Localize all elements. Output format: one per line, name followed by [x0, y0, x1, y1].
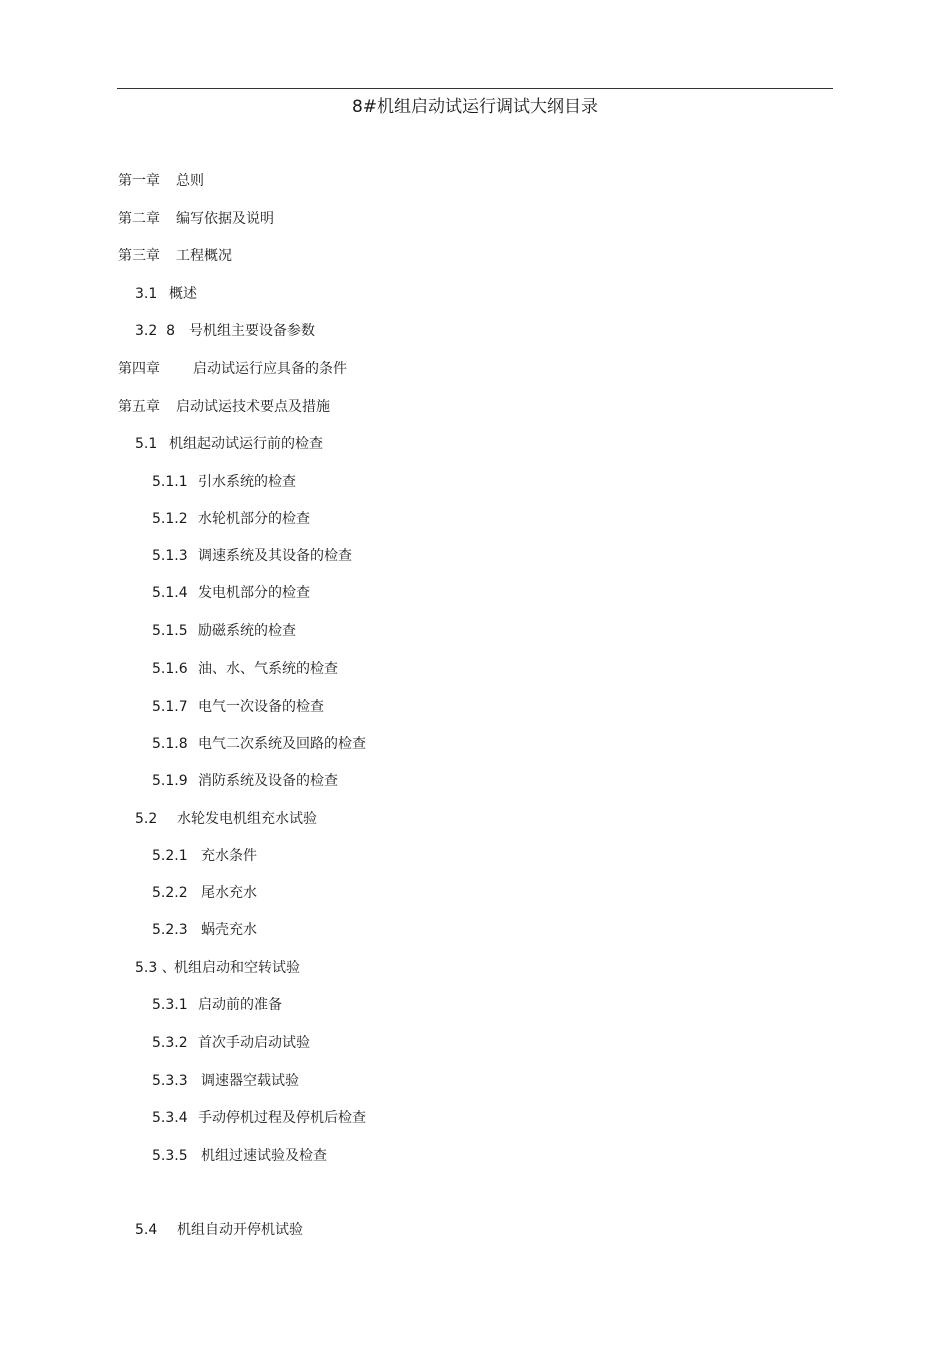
- toc-entry-5-3-5: [152, 1147, 327, 1165]
- toc-entry-5-3: [135, 959, 300, 977]
- toc-entry-chapter-3: [118, 247, 232, 265]
- toc-text: 启动试运行应具备的条件: [193, 361, 347, 377]
- toc-number: 第五章: [118, 399, 160, 415]
- toc-entry-chapter-4: [118, 360, 347, 378]
- toc-number: 5.3.3: [152, 1073, 188, 1089]
- toc-text: 启动前的准备: [198, 997, 282, 1013]
- toc-entry-5-1-2: [152, 510, 310, 528]
- toc-entry-5-2: [135, 810, 317, 828]
- toc-number: 5.1.2: [152, 511, 188, 527]
- toc-text: 引水系统的检查: [198, 474, 296, 490]
- toc-number: 5.1.6: [152, 661, 188, 677]
- toc-entry-5-1-8: [152, 735, 366, 753]
- toc-number: 5.3.2: [152, 1035, 188, 1051]
- toc-text: 调速系统及其设备的检查: [198, 548, 352, 564]
- toc-number: 5.3 、: [135, 960, 176, 976]
- toc-text: 水轮发电机组充水试验: [177, 811, 317, 827]
- toc-entry-5-1-7: [152, 698, 324, 716]
- toc-text: 油、水、气系统的检查: [198, 661, 338, 677]
- toc-text: 总则: [176, 173, 204, 189]
- toc-entry-5-1-1: [152, 473, 296, 491]
- toc-text: 机组自动开停机试验: [177, 1222, 303, 1238]
- toc-text: 充水条件: [201, 848, 257, 864]
- toc-entry-3-1: [135, 285, 197, 303]
- toc-entry-5-3-1: [152, 996, 282, 1014]
- toc-entry-5-1-6: [152, 660, 338, 678]
- toc-text: 发电机部分的检查: [198, 585, 310, 601]
- toc-entry-5-2-2: [152, 884, 257, 902]
- toc-text: 蜗壳充水: [201, 922, 257, 938]
- toc-text: 电气二次系统及回路的检查: [198, 736, 366, 752]
- toc-number: 5.1.8: [152, 736, 188, 752]
- toc-number: 第二章: [118, 211, 160, 227]
- toc-text: 首次手动启动试验: [198, 1035, 310, 1051]
- toc-entry-5-3-4: [152, 1109, 366, 1127]
- toc-number: 5.2.2: [152, 885, 188, 901]
- toc-text: 编写依据及说明: [176, 211, 274, 227]
- toc-entry-5-2-1: [152, 847, 257, 865]
- toc-text: 手动停机过程及停机后检查: [198, 1110, 366, 1126]
- toc-text: 电气一次设备的检查: [198, 699, 324, 715]
- toc-number: 5.3.1: [152, 997, 188, 1013]
- toc-entry-5-1-5: [152, 622, 296, 640]
- toc-number: 5.3.5: [152, 1148, 188, 1164]
- toc-text: 消防系统及设备的检查: [198, 773, 338, 789]
- toc-number: 5.1.7: [152, 699, 188, 715]
- toc-text: 调速器空载试验: [201, 1073, 299, 1089]
- toc-text: 水轮机部分的检查: [198, 511, 310, 527]
- toc-number: 5.3.4: [152, 1110, 188, 1126]
- toc-text: 概述: [169, 286, 197, 302]
- toc-entry-5-4: [135, 1221, 303, 1239]
- toc-text: 号机组主要设备参数: [189, 323, 315, 339]
- toc-text: 工程概况: [176, 248, 232, 264]
- toc-number: 5.1: [135, 436, 158, 452]
- toc-text: 尾水充水: [201, 885, 257, 901]
- toc-number: 3.1: [135, 286, 158, 302]
- toc-number: 5.4: [135, 1222, 158, 1238]
- toc-entry-3-2: [135, 322, 315, 340]
- toc-entry-5-1: [135, 435, 323, 453]
- toc-number: 5.2.1: [152, 848, 188, 864]
- toc-number: 5.2: [135, 811, 158, 827]
- toc-number: 5.2.3: [152, 922, 188, 938]
- toc-entry-chapter-2: [118, 210, 274, 228]
- toc-number: 第四章: [118, 361, 160, 377]
- toc-entry-5-1-4: [152, 584, 310, 602]
- toc-entry-5-3-3: [152, 1072, 299, 1090]
- toc-text: 启动试运技术要点及措施: [176, 399, 330, 415]
- toc-text: 励磁系统的检查: [198, 623, 296, 639]
- toc-entry-5-3-2: [152, 1034, 310, 1052]
- toc-number: 3.2 8: [135, 323, 176, 339]
- toc-text: 机组起动试运行前的检查: [169, 436, 323, 452]
- toc-number: 5.1.3: [152, 548, 188, 564]
- toc-number: 5.1.4: [152, 585, 188, 601]
- document-title: 8#机组启动试运行调试大纲目录: [351, 97, 599, 117]
- toc-number: 5.1.1: [152, 474, 188, 490]
- toc-entry-5-1-3: [152, 547, 352, 565]
- toc-entry-chapter-5: [118, 398, 330, 416]
- toc-entry-5-1-9: [152, 772, 338, 790]
- toc-number: 第一章: [118, 173, 160, 189]
- toc-number: 5.1.5: [152, 623, 188, 639]
- toc-entry-chapter-1: [118, 172, 204, 190]
- toc-text: 机组过速试验及检查: [201, 1148, 327, 1164]
- toc-number: 第三章: [118, 248, 160, 264]
- header-rule: [117, 88, 833, 89]
- toc-text: 机组启动和空转试验: [174, 960, 300, 976]
- toc-number: 5.1.9: [152, 773, 188, 789]
- toc-entry-5-2-3: [152, 921, 257, 939]
